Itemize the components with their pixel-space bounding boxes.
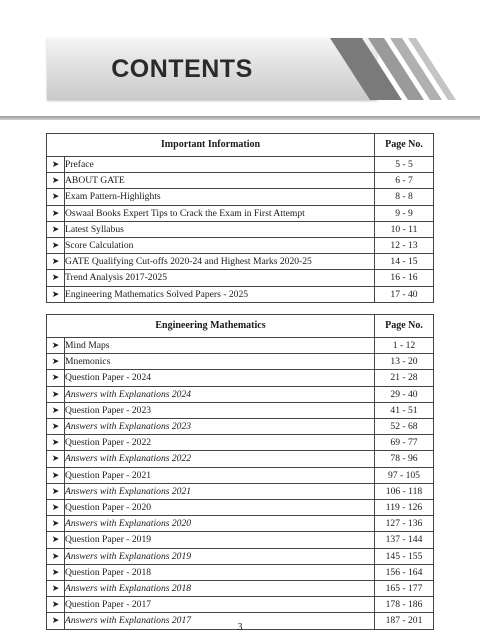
entry-title: Question Paper - 2023 xyxy=(65,402,375,418)
entry-title: Oswaal Books Expert Tips to Crack the Exam in First Attempt xyxy=(65,205,375,221)
table-row xyxy=(47,483,434,499)
entry-page-range: 156 - 164 xyxy=(375,564,434,580)
entry-page-range: 97 - 105 xyxy=(375,467,434,483)
arrow-bullet-icon: ➤ xyxy=(47,157,65,173)
table-header-row xyxy=(47,134,434,157)
entry-title: Answers with Explanations 2022 xyxy=(65,451,375,467)
entry-title: Question Paper - 2020 xyxy=(65,500,375,516)
entry-page-range: 12 - 13 xyxy=(375,238,434,254)
entry-title: Answers with Explanations 2021 xyxy=(65,483,375,499)
entry-title: Question Paper - 2022 xyxy=(65,435,375,451)
table-heading: Important Information xyxy=(47,134,375,157)
arrow-bullet-icon: ➤ xyxy=(47,597,65,613)
table-row xyxy=(47,500,434,516)
header-divider xyxy=(0,116,480,120)
arrow-bullet-icon: ➤ xyxy=(47,189,65,205)
page-column-heading: Page No. xyxy=(375,134,434,157)
arrow-bullet-icon: ➤ xyxy=(47,564,65,580)
entry-page-range: 6 - 7 xyxy=(375,173,434,189)
entry-title: GATE Qualifying Cut-offs 2020-24 and Highest Marks 2020-25 xyxy=(65,254,375,270)
arrow-bullet-icon: ➤ xyxy=(47,221,65,237)
table-row xyxy=(47,419,434,435)
entry-title: Exam Pattern-Highlights xyxy=(65,189,375,205)
engineering-mathematics-table xyxy=(46,314,434,630)
table-row xyxy=(47,435,434,451)
arrow-bullet-icon: ➤ xyxy=(47,516,65,532)
entry-page-range: 21 - 28 xyxy=(375,370,434,386)
entry-title: Question Paper - 2021 xyxy=(65,467,375,483)
table-row xyxy=(47,189,434,205)
arrow-bullet-icon: ➤ xyxy=(47,338,65,354)
arrow-bullet-icon: ➤ xyxy=(47,581,65,597)
table-row xyxy=(47,286,434,302)
entry-page-range: 13 - 20 xyxy=(375,354,434,370)
entry-title: Latest Syllabus xyxy=(65,221,375,237)
important-information-table xyxy=(46,133,434,303)
entry-page-range: 1 - 12 xyxy=(375,338,434,354)
arrow-bullet-icon: ➤ xyxy=(47,370,65,386)
arrow-bullet-icon: ➤ xyxy=(47,451,65,467)
entry-title: Answers with Explanations 2019 xyxy=(65,548,375,564)
entry-title: Question Paper - 2018 xyxy=(65,564,375,580)
arrow-bullet-icon: ➤ xyxy=(47,548,65,564)
arrow-bullet-icon: ➤ xyxy=(47,270,65,286)
table-row xyxy=(47,238,434,254)
table-row xyxy=(47,254,434,270)
arrow-bullet-icon: ➤ xyxy=(47,435,65,451)
arrow-bullet-icon: ➤ xyxy=(47,483,65,499)
table-row xyxy=(47,532,434,548)
entry-page-range: 29 - 40 xyxy=(375,386,434,402)
table-row xyxy=(47,402,434,418)
arrow-bullet-icon: ➤ xyxy=(47,286,65,302)
entry-title: Answers with Explanations 2024 xyxy=(65,386,375,402)
table-row xyxy=(47,173,434,189)
entry-page-range: 14 - 15 xyxy=(375,254,434,270)
table-row xyxy=(47,221,434,237)
entry-page-range: 5 - 5 xyxy=(375,157,434,173)
arrow-bullet-icon: ➤ xyxy=(47,254,65,270)
entry-page-range: 106 - 118 xyxy=(375,483,434,499)
page-title: CONTENTS xyxy=(111,54,253,83)
entry-title: Answers with Explanations 2018 xyxy=(65,581,375,597)
table-row xyxy=(47,467,434,483)
table-row xyxy=(47,354,434,370)
entry-page-range: 127 - 136 xyxy=(375,516,434,532)
entry-page-range: 78 - 96 xyxy=(375,451,434,467)
table-row xyxy=(47,451,434,467)
arrow-bullet-icon: ➤ xyxy=(47,173,65,189)
arrow-bullet-icon: ➤ xyxy=(47,419,65,435)
entry-title: Answers with Explanations 2023 xyxy=(65,419,375,435)
entry-title: Question Paper - 2024 xyxy=(65,370,375,386)
arrow-bullet-icon: ➤ xyxy=(47,238,65,254)
entry-page-range: 41 - 51 xyxy=(375,402,434,418)
entry-page-range: 17 - 40 xyxy=(375,286,434,302)
entry-page-range: 52 - 68 xyxy=(375,419,434,435)
table-row xyxy=(47,157,434,173)
page-number: 3 xyxy=(237,622,243,633)
entry-title: ABOUT GATE xyxy=(65,173,375,189)
entry-page-range: 8 - 8 xyxy=(375,189,434,205)
entry-page-range: 145 - 155 xyxy=(375,548,434,564)
arrow-bullet-icon: ➤ xyxy=(47,386,65,402)
table-row xyxy=(47,548,434,564)
entry-page-range: 69 - 77 xyxy=(375,435,434,451)
entry-title: Mind Maps xyxy=(65,338,375,354)
entry-page-range: 9 - 9 xyxy=(375,205,434,221)
entry-page-range: 178 - 186 xyxy=(375,597,434,613)
arrow-bullet-icon: ➤ xyxy=(47,532,65,548)
entry-title: Preface xyxy=(65,157,375,173)
arrow-bullet-icon: ➤ xyxy=(47,205,65,221)
entry-title: Mnemonics xyxy=(65,354,375,370)
entry-title: Trend Analysis 2017-2025 xyxy=(65,270,375,286)
page-column-heading: Page No. xyxy=(375,315,434,338)
table-row xyxy=(47,386,434,402)
entry-title: Score Calculation xyxy=(65,238,375,254)
arrow-bullet-icon: ➤ xyxy=(47,354,65,370)
table-row xyxy=(47,270,434,286)
entry-title: Answers with Explanations 2020 xyxy=(65,516,375,532)
table-heading: Engineering Mathematics xyxy=(47,315,375,338)
entry-title: Question Paper - 2017 xyxy=(65,597,375,613)
table-row xyxy=(47,597,434,613)
arrow-bullet-icon: ➤ xyxy=(47,467,65,483)
entry-title: Question Paper - 2019 xyxy=(65,532,375,548)
arrow-bullet-icon: ➤ xyxy=(47,613,65,629)
table-row xyxy=(47,564,434,580)
entry-page-range: 165 - 177 xyxy=(375,581,434,597)
entry-page-range: 137 - 144 xyxy=(375,532,434,548)
entry-page-range: 119 - 126 xyxy=(375,500,434,516)
entry-page-range: 10 - 11 xyxy=(375,221,434,237)
arrow-bullet-icon: ➤ xyxy=(47,500,65,516)
table-row xyxy=(47,370,434,386)
arrow-bullet-icon: ➤ xyxy=(47,402,65,418)
table-header-row xyxy=(47,315,434,338)
entry-title: Engineering Mathematics Solved Papers - 2025 xyxy=(65,286,375,302)
table-row xyxy=(47,205,434,221)
table-row xyxy=(47,581,434,597)
table-row xyxy=(47,338,434,354)
entry-page-range: 16 - 16 xyxy=(375,270,434,286)
entry-title: Answers with Explanations 2017 xyxy=(65,613,375,629)
table-row xyxy=(47,516,434,532)
entry-page-range: 187 - 201 xyxy=(375,613,434,629)
